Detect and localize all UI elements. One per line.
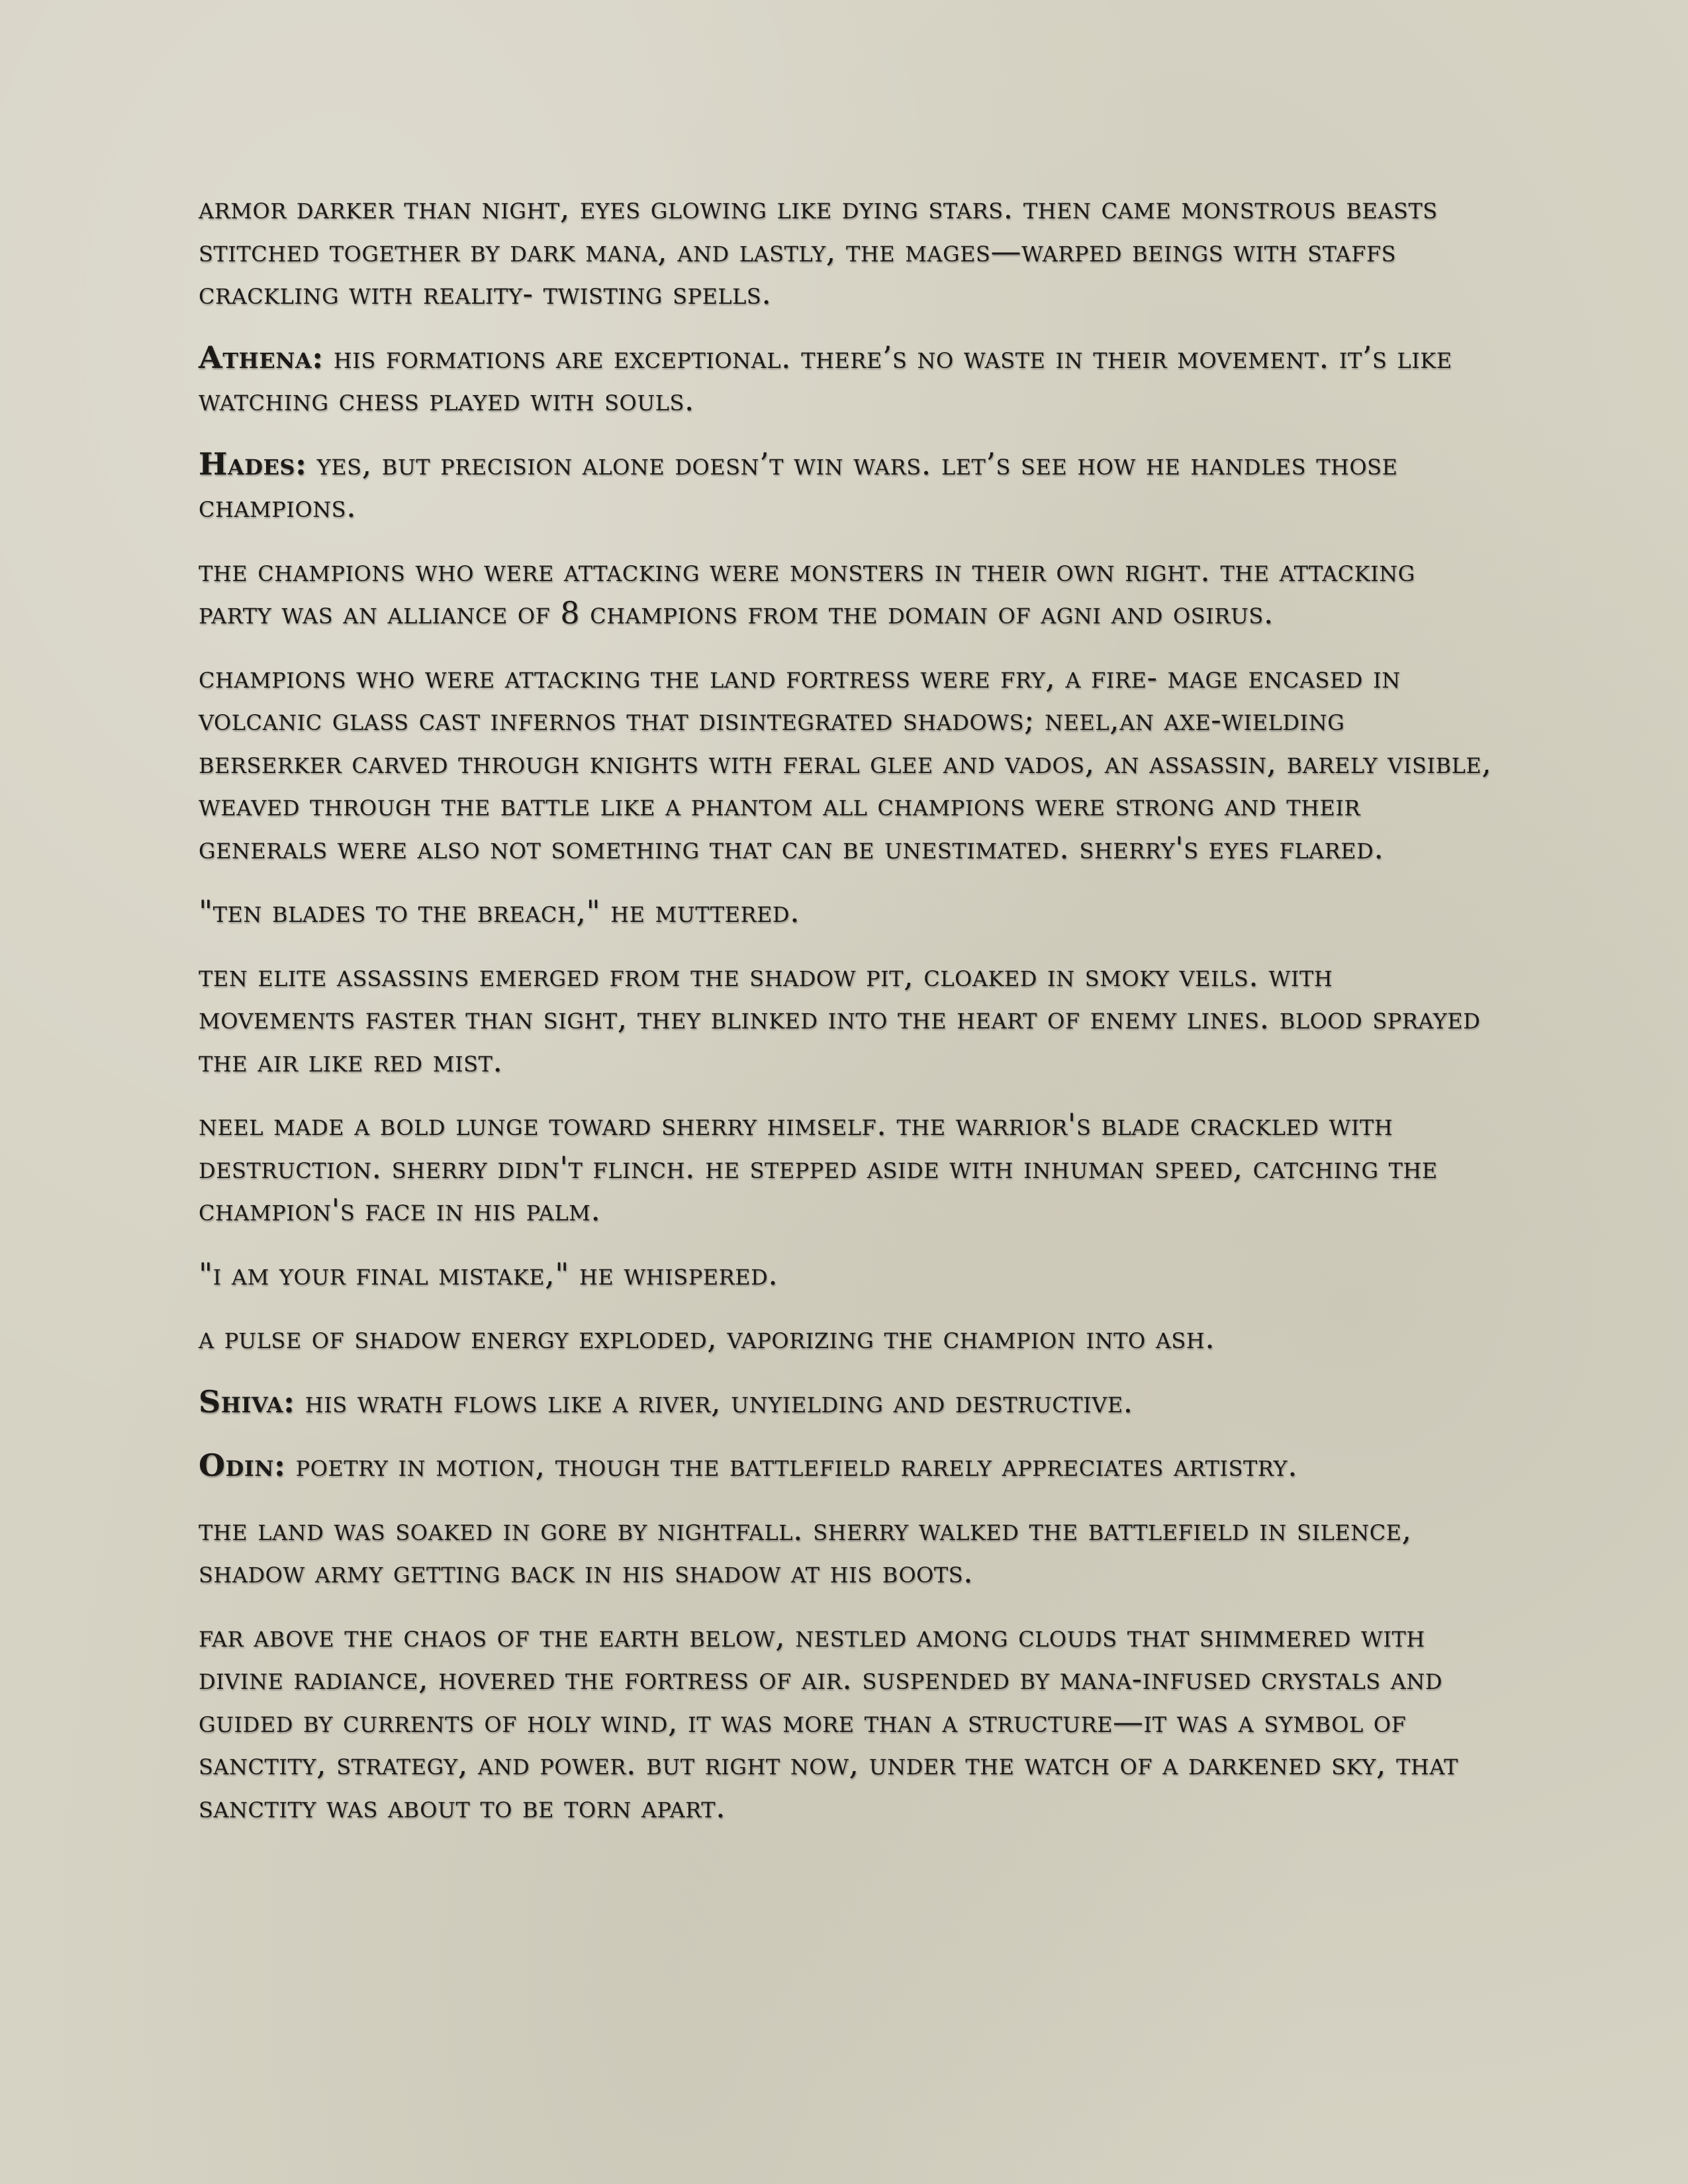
paragraph-6	[199, 890, 1496, 933]
speaker-name: Athena:	[199, 339, 324, 375]
paragraph-4	[199, 549, 1496, 635]
paragraph-text: armor darker than night, eyes glowing like dying stars. then came monstrous beasts stitched together by dark mana, and lastly, the mages—warped beings with staffs crackling with reality- twisting spells.	[199, 190, 1438, 311]
paragraph-text: a pulse of shadow energy exploded, vaporizing the champion into ash.	[199, 1320, 1215, 1355]
paragraph-text: champions who were attacking the land fortress were fry, a fire- mage encased in volcanic glass cast infernos that disintegrated shadows; neel,an axe-wielding berserker carved through knights with feral glee and vados, an assassin, barely visible, weaved through the battle like a phantom all champions were strong and their generals were also not something that can be unestimated. sherry's eyes flared.	[199, 659, 1492, 866]
paragraph-13	[199, 1508, 1496, 1594]
document-body	[199, 187, 1496, 1849]
paragraph-text: "ten blades to the breach," he muttered.	[199, 893, 800, 929]
paragraph-14	[199, 1615, 1496, 1829]
speaker-name: Odin:	[199, 1447, 286, 1483]
paragraph-text: far above the chaos of the earth below, nestled among clouds that shimmered with divine radiance, hovered the fortress of air. suspended by mana-infused crystals and guided by currents of holy wind, it was more than a structure—it was a symbol of sanctity, strategy, and power. but right now, under the watch of a darkened sky, that sanctity was about to be torn apart.	[199, 1617, 1459, 1825]
paragraph-12	[199, 1444, 1496, 1487]
paragraph-2	[199, 336, 1496, 422]
paragraph-text: his wrath flows like a river, unyielding and destructive.	[305, 1383, 1133, 1420]
paragraph-text: "i am your final mistake," he whispered.	[199, 1255, 778, 1292]
paragraph-1	[199, 187, 1496, 315]
paragraph-11	[199, 1381, 1496, 1424]
paragraph-text: ten elite assassins emerged from the shadow pit, cloaked in smoky veils. with movements faster than sight, they blinked into the heart of enemy lines. blood sprayed the air like red mist.	[199, 957, 1481, 1079]
speaker-name: Shiva:	[199, 1383, 295, 1420]
paragraph-7	[199, 954, 1496, 1083]
speaker-name: Hades:	[199, 445, 307, 482]
paragraph-text: poetry in motion, though the battlefield rarely appreciates artistry.	[295, 1447, 1298, 1483]
paragraph-8	[199, 1103, 1496, 1232]
paragraph-10	[199, 1316, 1496, 1359]
paragraph-3	[199, 443, 1496, 528]
paragraph-5	[199, 656, 1496, 870]
paragraph-text: yes, but precision alone doesn’t win wars. let’s see how he handles those champions.	[199, 445, 1398, 524]
paragraph-text: his formations are exceptional. there’s no waste in their movement. it’s like watching chess played with souls.	[199, 339, 1452, 418]
paragraph-text: neel made a bold lunge toward sherry himself. the warrior's blade crackled with destruction. sherry didn't flinch. he stepped aside with inhuman speed, catching the champion's face in his palm.	[199, 1107, 1438, 1228]
paragraph-text: the land was soaked in gore by nightfall. sherry walked the battlefield in silence, shadow army getting back in his shadow at his boots.	[199, 1511, 1412, 1590]
paragraph-9	[199, 1253, 1496, 1296]
paragraph-text: the champions who were attacking were monsters in their own right. the attacking party was an alliance of 8 champions from the domain of agni and osirus.	[199, 552, 1415, 631]
